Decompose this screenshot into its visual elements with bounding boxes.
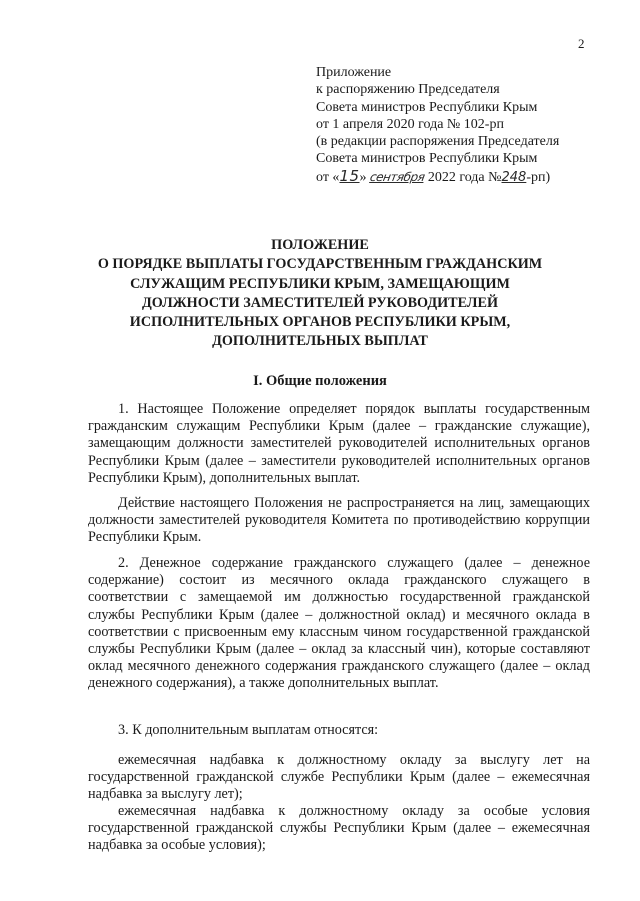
paragraph: 3. К дополнительным выплатам относятся: <box>118 722 379 738</box>
page-number: 2 <box>578 36 585 51</box>
title-line: О ПОРЯДКЕ ВЫПЛАТЫ ГОСУДАРСТВЕННЫМ ГРАЖДАНСКИМ <box>97 256 543 273</box>
paragraph: Действие настоящего Положения не распространяется на лиц, замещающих должности заместителей руководителя Комитета по противодействию коррупции Республики Крым. <box>88 495 590 546</box>
handwritten-month: сентября <box>368 169 426 184</box>
handwritten-number: 248 <box>501 169 527 185</box>
edition-suffix: -рп) <box>526 169 551 185</box>
paragraph: 2. Денежное содержание гражданского служащего (далее – денежное содержание) состоит из месячного оклада гражданского служащего в соответствии с замещаемой им должностью государственной гражданской службы Республики Крым (далее – должностной оклад) и месячного оклада в соответствии с присвоенным ему классным чином государственной гражданской службы Республики Крым (далее – оклад за классный чин), которые составляют оклад месячного денежного содержания гражданского служащего (далее – оклад денежного содержания), а также дополнительных выплат. <box>88 555 590 692</box>
section-heading: I. Общие положения <box>253 373 387 389</box>
appendix-line: от 1 апреля 2020 года № 102-рп <box>316 116 504 132</box>
appendix-line: (в редакции распоряжения Председателя <box>316 134 560 150</box>
appendix-line: Совета министров Республики Крым <box>316 151 538 167</box>
title-line: СЛУЖАЩИМ РЕСПУБЛИКИ КРЫМ, ЗАМЕЩАЮЩИМ <box>130 275 510 292</box>
handwritten-day: 15 <box>339 166 360 185</box>
list-item: ежемесячная надбавка к должностному окладу за особые условия государственной гражданской службы Республики Крым (далее – ежемесячная надбавка за особые условия); <box>88 803 590 854</box>
title-line: ДОПОЛНИТЕЛЬНЫХ ВЫПЛАТ <box>212 333 428 350</box>
appendix-line: к распоряжению Председателя <box>316 82 500 98</box>
edition-prefix: от « <box>316 169 340 185</box>
title-line: ПОЛОЖЕНИЕ <box>271 237 369 253</box>
edition-quote: » <box>359 169 367 185</box>
title-line: ДОЛЖНОСТИ ЗАМЕСТИТЕЛЕЙ РУКОВОДИТЕЛЕЙ <box>141 294 498 311</box>
appendix-edition-line <box>316 168 616 186</box>
title-line: ИСПОЛНИТЕЛЬНЫХ ОРГАНОВ РЕСПУБЛИКИ КРЫМ, <box>129 314 511 331</box>
appendix-line: Совета министров Республики Крым <box>316 99 538 115</box>
document-title <box>88 236 552 352</box>
appendix-header <box>316 64 616 186</box>
edition-year: 2022 года № <box>427 169 502 185</box>
paragraph: 1. Настоящее Положение определяет порядок выплаты государственным гражданским служащим Республики Крым (далее – гражданские служащие), замещающим должности заместителей руководителей исполнительных органов Республики Крым (далее – заместители руководителей исполнительных органов Республики Крым), дополнительных выплат. <box>88 401 590 486</box>
list-item: ежемесячная надбавка к должностному окладу за выслугу лет на государственной гражданской службе Республики Крым (далее – ежемесячная надбавка за выслугу лет); <box>88 752 590 803</box>
appendix-line: Приложение <box>316 65 392 80</box>
